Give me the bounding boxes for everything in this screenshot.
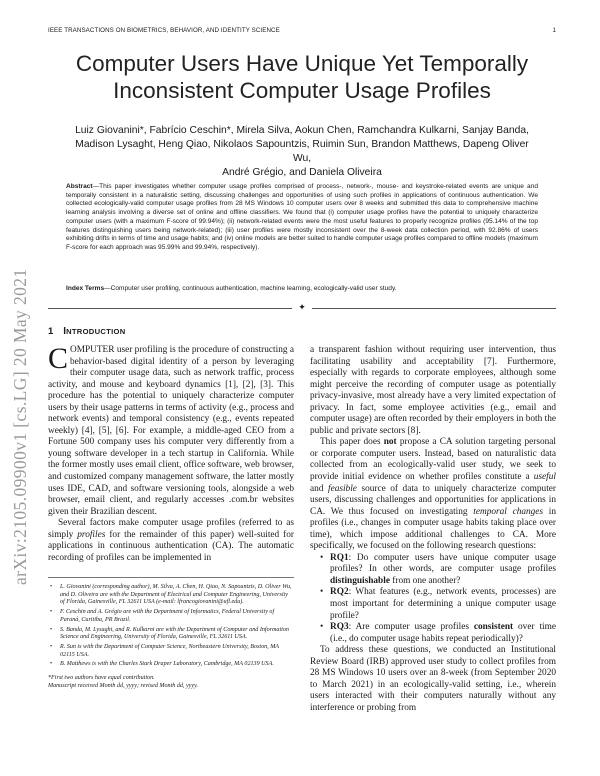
rq1-text-a: : Do computer users have unique computer usage profiles? In other words, are computer usage profiles: [330, 552, 556, 575]
footnote-text: F. Ceschin and A. Grégio are with the Department of Informatics, Federal University of Paraná, Curitiba, PR Brazil.: [60, 609, 275, 623]
bullet-icon: •: [50, 626, 53, 633]
divider-line-left: [48, 308, 292, 309]
p2r-e: in profiles (i.e., changes in computer usage habits taking place over time), which impose additional challenges to CA. More specifically, we focused on the following research questions:: [310, 506, 556, 552]
arxiv-stamp[interactable]: arXiv:2105.09900v1 [cs.LG] 20 May 2021: [10, 268, 30, 585]
equal-contribution-note: *First two authors have equal contribution.: [48, 675, 155, 682]
research-question-1: [320, 553, 556, 588]
footnote-text: B. Matthews is with the Charles Stark Draper Laboratory, Cambridge, MA 02139 USA.: [60, 661, 274, 668]
rq3-bold: consistent: [473, 622, 514, 633]
rq1-text-b: from one another?: [389, 575, 461, 586]
section-heading: [48, 326, 125, 337]
footnote-item: [48, 644, 294, 659]
author-line-1: Luiz Giovanini*, Fabrício Ceschin*, Mirela Silva, Aokun Chen, Ramchandra Kulkarni, Sanjay Banda,: [75, 125, 529, 136]
bullet-icon: •: [320, 552, 324, 563]
author-line-2: Madison Lysaght, Heng Qiao, Nikolaos Sapountzis, Ruimin Sun, Brandon Matthews, Dapeng Oliver Wu,: [75, 139, 529, 164]
rq1-label: RQ1: [330, 552, 349, 563]
manuscript-note: Manuscript received Month dd, yyyy; revised Month dd, yyyy.: [48, 682, 198, 689]
footnote-item: [48, 609, 294, 624]
right-paragraph-1: a transparent fashion without requiring user intervention, thus facilitating usability and acceptability [7]. Furthermore, especially with regards to corporate employees, although some might perceive the recording of computer usage as potentially privacy-invasive, most already have a very limited expectation of privacy. In fact, some employee activities (e.g., email and computer usage) are often recorded by their employers in both the public and private sectors [8].: [310, 345, 556, 436]
bullet-icon: •: [50, 643, 53, 650]
paper-title: Computer Users Have Unique Yet Temporally Inconsistent Computer Usage Profiles: [75, 51, 529, 103]
index-terms: [66, 285, 538, 294]
index-terms-text: —Computer user profiling, continuous authentication, machine learning, ecologically-valid user study.: [104, 285, 397, 292]
journal-name: IEEE TRANSACTIONS ON BIOMETRICS, BEHAVIOR, AND IDENTITY SCIENCE: [48, 27, 280, 34]
p2r-useful: useful: [533, 472, 556, 483]
abstract-label: Abstract: [66, 183, 93, 190]
p2-emphasis: profiles: [77, 529, 106, 540]
rq3-label: RQ3: [330, 622, 349, 633]
footnote-item: [48, 661, 294, 669]
footnote-text: R. Sun is with the Department of Computer Science, Northeastern University, Boston, MA 02115 USA.: [60, 643, 279, 658]
bullet-icon: •: [320, 587, 324, 598]
section-number: 1: [48, 326, 54, 337]
rq3-text-a: : Are computer usage profiles: [348, 622, 474, 633]
p2-part-a: Several factors make computer usage profiles (referred to as simply: [48, 518, 294, 540]
p2r-temporal: temporal changes: [473, 506, 544, 517]
rq2-text: : What features (e.g., network events, processes) are most important for determining a unique computer usage profile?: [330, 587, 556, 621]
research-question-3: [320, 622, 556, 645]
section-title-rest: NTRODUCTION: [66, 327, 126, 336]
bullet-icon: •: [50, 661, 53, 668]
p2r-a: This paper does: [320, 437, 384, 448]
rq1-bold: distinguishable: [330, 575, 390, 586]
author-list: [70, 124, 534, 180]
section-title-initial: I: [63, 326, 67, 337]
index-terms-label: Index Terms: [66, 285, 105, 292]
drop-cap: C: [48, 342, 69, 375]
footnote-text: L. Giovanini (corresponding author), M. Silva, A. Chen, H. Qiao, N. Sapountzis, D. Oliver Wu, and D. Oliveira are with the Department of Electrical and Computer Engineering, University of Florida, Gainesville, FL 32611 USA (e-mail: lfrancogiovanini@ufl.edu).: [60, 584, 292, 606]
p2r-not: not: [383, 437, 397, 448]
divider-line-right: [312, 308, 556, 309]
footnote-text: S. Banda, M. Lysaght, and R. Kulkarni are with the Department of Computer and Information Science and Engineering, University of Florida, Gainesville, FL 32611 USA.: [60, 626, 289, 641]
author-line-3: André Grégio, and Daniela Oliveira: [222, 167, 382, 178]
p2r-d: source of data to uniquely characterize computer users, discussing challenges and opportunities for applications in CA. We thus focused on investigating: [310, 483, 557, 517]
footnotes: [48, 577, 294, 690]
intro-paragraph-1: [48, 342, 294, 518]
intro-text: user profiling is the procedure of constructing a behavior-based digital identity of a person by leveraging their computer usage data, such as network traffic, process activity, and mouse and keyboard dynamics [1], [2], [3]. This procedure has the potential to uniquely characterize computer users by their usage patterns in terms of activity (e.g., process and network events) and temporal consistency (e.g., events repeated weekly) [4], [5], [6]. For example, a middle-aged CEO from a Fortune 500 company uses his computer very differently from a young software developer in a tech startup in California. While the former mostly uses email client, office software, web browser, and customized company management software, the latter mostly uses IDE, CAD, and software versioning tools, alongside a web browser, email client, and regularly accesses .com.br websites given their Brazilian descent.: [48, 345, 294, 517]
right-paragraph-3: To address these questions, we conducted an Institutional Review Board (IRB) approved user study to collect profiles from 28 MS Windows 10 users over an 8-week (from September 2020 to March 2021) in an ecologically-valid setting, i.e., wherein users interacted with their computers naturally without any interference or probing from: [310, 645, 556, 713]
page-number: 1: [552, 27, 556, 34]
rq3-text-b: over time (i.e., do computer usage habits repeat periodically)?: [330, 622, 556, 644]
research-question-2: [320, 587, 556, 622]
footnote-rule: [48, 577, 294, 578]
p2r-b: propose a CA solution targeting personal or corporate computer users. Instead, based on naturalistic data collected from an ecologically-valid user study, we seek to provide initial evidence on whether profiles constitute a: [310, 437, 556, 483]
footnote-item: [48, 627, 294, 642]
bullet-icon: •: [320, 622, 324, 633]
abstract: [66, 183, 538, 253]
section-divider: [48, 304, 556, 312]
footnote-item: [48, 584, 294, 607]
running-header: [48, 27, 556, 37]
rq2-label: RQ2: [330, 587, 349, 598]
p2r-c: and: [310, 483, 328, 494]
abstract-text: —This paper investigates whether computer usage profiles comprised of process-, network-, mouse- and keystroke-related events are unique and temporally consistent in a naturalistic setting, discussing challenges and opportunities of using such profiles in applications of continuous authentication. We collected ecologically-valid computer usage profiles from 28 MS Windows 10 computer users over 8 weeks and submitted this data to comprehensive machine learning analysis involving a diverse set of online and offline classifiers. We found that (i) computer usage profiles have the potential to uniquely characterize computer users (with a maximum F-score of 99.94%); (ii) network-related events were the most useful features to properly recognize profiles (95.14% of the top features distinguishing users being network-related); (iii) user profiles were mostly inconsistent over the 8-week data collection period, with 92.86% of users exhibiting drifts in terms of time and usage habits; and (iv) online models are better suited to handle computer usage profiles compared to offline models (maximum F-score for each approach was 95.99% and 99.94%, respectively).: [66, 183, 538, 251]
bullet-icon: •: [50, 584, 53, 590]
p2r-feasible: feasible: [327, 483, 357, 494]
right-paragraph-2: [310, 437, 556, 552]
intro-paragraph-2: [48, 518, 294, 564]
right-column: [310, 345, 556, 715]
p2-part-b: for the remainder of this paper) well-suited for applications in continuous authentication (CA). The automatic recording of profiles can be implemented in: [48, 529, 294, 563]
divider-star-icon: ✦: [298, 302, 306, 312]
left-column: [48, 342, 294, 564]
intro-smallcaps: OMPUTER: [70, 345, 115, 355]
bullet-icon: •: [50, 609, 53, 616]
